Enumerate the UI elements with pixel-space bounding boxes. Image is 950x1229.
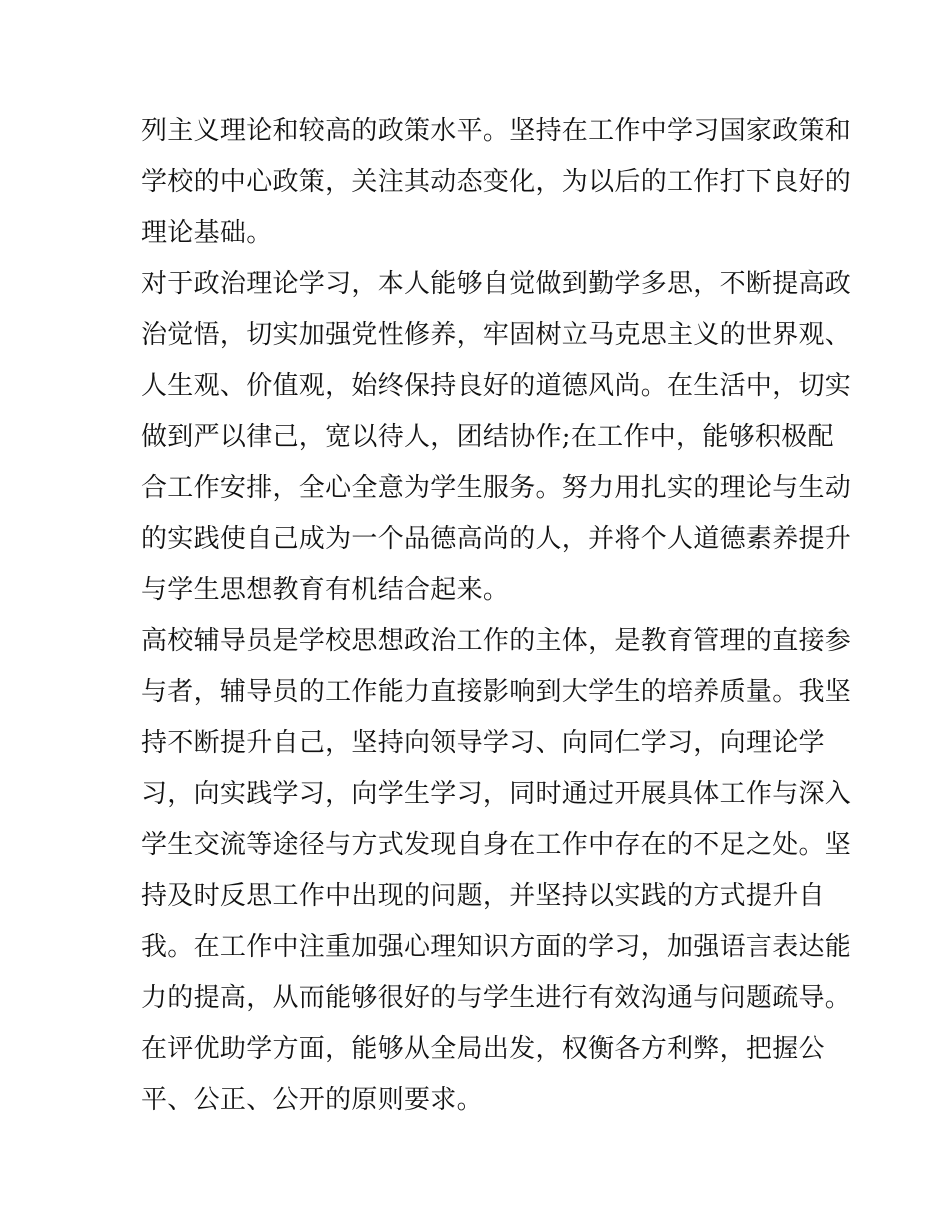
text-line: 平、公正、公开的原则要求。 xyxy=(141,1085,483,1115)
document-body xyxy=(141,106,852,1126)
text-line: 学校的中心政策，关注其动态变化，为以后的工作打下良好的 xyxy=(141,167,852,197)
text-line: 与者，辅导员的工作能力直接影响到大学生的培养质量。我坚 xyxy=(141,677,852,707)
text-line: 治觉悟，切实加强党性修养，牢固树立马克思主义的世界观、 xyxy=(141,320,852,350)
text-line: 学生交流等途径与方式发现自身在工作中存在的不足之处。坚 xyxy=(141,830,852,860)
text-line: 理论基础。 xyxy=(141,218,273,248)
text-line: 做到严以律己，宽以待人，团结协作;在工作中，能够积极配 xyxy=(141,422,834,452)
text-line: 高校辅导员是学校思想政治工作的主体，是教育管理的直接参 xyxy=(141,626,852,656)
text-line: 人生观、价值观，始终保持良好的道德风尚。在生活中，切实 xyxy=(141,371,852,401)
text-line: 习，向实践学习，向学生学习，同时通过开展具体工作与深入 xyxy=(141,779,852,809)
text-line: 合工作安排，全心全意为学生服务。努力用扎实的理论与生动 xyxy=(141,473,852,503)
text-line: 力的提高，从而能够很好的与学生进行有效沟通与问题疏导。 xyxy=(141,983,852,1013)
text-line: 我。在工作中注重加强心理知识方面的学习，加强语言表达能 xyxy=(141,932,852,962)
text-line: 持不断提升自己，坚持向领导学习、向同仁学习，向理论学 xyxy=(141,728,825,758)
text-line: 的实践使自己成为一个品德高尚的人，并将个人道德素养提升 xyxy=(141,524,852,554)
text-line: 持及时反思工作中出现的问题，并坚持以实践的方式提升自 xyxy=(141,881,825,911)
text-line: 与学生思想教育有机结合起来。 xyxy=(141,575,510,605)
text-line: 在评优助学方面，能够从全局出发，权衡各方利弊，把握公 xyxy=(141,1034,825,1064)
text-line: 对于政治理论学习，本人能够自觉做到勤学多思，不断提高政 xyxy=(141,269,852,299)
text-line: 列主义理论和较高的政策水平。坚持在工作中学习国家政策和 xyxy=(141,116,852,146)
